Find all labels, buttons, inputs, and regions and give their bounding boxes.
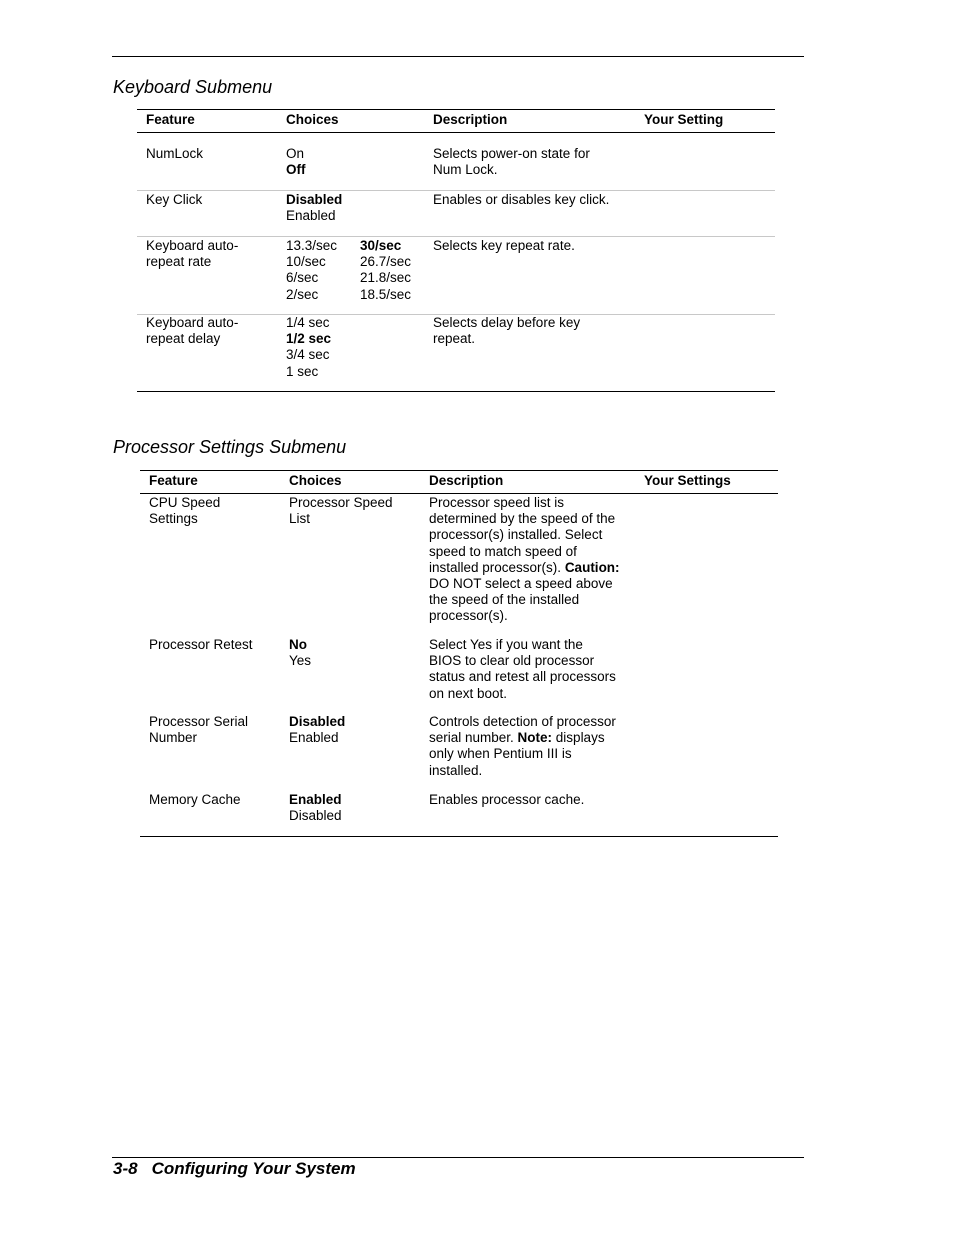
table-top-rule [137, 109, 775, 110]
table-row-processor-serial-choices [289, 714, 345, 746]
choice-option: 10/sec [286, 254, 326, 270]
description-line: Selects power-on state for [433, 146, 590, 161]
choice-option: 2/sec [286, 286, 319, 302]
col-header-your-setting: Your Setting [644, 112, 724, 127]
choice-option: List [289, 511, 311, 527]
table-row-repeat-rate-choices-b [360, 238, 411, 303]
table-row-numlock-description [433, 146, 590, 178]
feature-text: Settings [149, 511, 198, 527]
choice-option: 1 sec [286, 363, 319, 379]
feature-text: Number [149, 730, 198, 746]
table-row-cpu-speed-choices [289, 495, 393, 527]
description-line: on next boot. [429, 685, 508, 701]
description-text: installed processor(s). [429, 559, 565, 575]
table-row-processor-retest-feature [149, 637, 253, 653]
description-line: Selects key repeat rate. [433, 238, 575, 253]
chapter-title: Configuring Your System [151, 1159, 356, 1178]
description-line: Controls detection of processor [429, 714, 616, 729]
table-row-numlock-choices [286, 146, 306, 178]
choice-option-default: Enabled [289, 792, 342, 807]
feature-text: CPU Speed [149, 495, 221, 510]
feature-text: repeat delay [146, 331, 221, 347]
choice-option-default: 1/2 sec [286, 331, 332, 347]
table-row-processor-retest-choices [289, 637, 311, 669]
feature-text: Keyboard auto- [146, 238, 239, 253]
description-text: serial number. [429, 730, 518, 746]
table-bottom-rule [137, 391, 775, 392]
description-line: only when Pentium III is [429, 746, 572, 762]
choice-option: 26.7/sec [360, 254, 412, 270]
note-label: Note: [517, 730, 553, 746]
header-bottom-rule [137, 132, 775, 133]
table-row-repeat-rate-feature [146, 238, 238, 270]
caution-label: Caution: [564, 559, 620, 575]
description-line: Processor speed list is [429, 495, 565, 510]
col-header-feature: Feature [149, 473, 198, 488]
col-header-description: Description [429, 473, 504, 488]
choice-option-default: 30/sec [360, 238, 402, 253]
col-header-choices: Choices [286, 112, 339, 127]
choice-option: Yes [289, 653, 312, 669]
choice-option-default: Disabled [286, 192, 343, 207]
description-line: determined by the speed of the [429, 511, 616, 527]
description-line: processor(s) installed. Select [429, 527, 603, 543]
description-line: status and retest all processors [429, 669, 616, 685]
row-divider [137, 236, 775, 237]
table-row-repeat-delay-description [433, 315, 580, 347]
table-row-cpu-speed-feature [149, 495, 220, 527]
feature-text: Processor Serial [149, 714, 249, 729]
description-line [429, 730, 616, 746]
description-line: Selects delay before key [433, 315, 581, 330]
choice-option: 3/4 sec [286, 347, 330, 363]
description-text: displays [552, 730, 605, 746]
description-line: DO NOT select a speed above [429, 576, 613, 592]
feature-text: Key Click [146, 192, 203, 207]
header-rule [112, 56, 804, 57]
table-row-memory-cache-choices [289, 792, 342, 824]
table-row-processor-serial-description [429, 714, 616, 779]
table-row-repeat-rate-choices-a [286, 238, 337, 303]
table-row-keyclick-feature [146, 192, 202, 208]
table-bottom-rule [140, 836, 778, 837]
feature-text: NumLock [146, 146, 204, 161]
choice-option: 1/4 sec [286, 315, 330, 330]
feature-text: Memory Cache [149, 792, 241, 807]
col-header-your-settings: Your Settings [644, 473, 731, 488]
page-number: 3-8 [113, 1159, 138, 1178]
description-line: Enables processor cache. [429, 792, 585, 807]
description-line: speed to match speed of [429, 543, 577, 559]
description-line: Enables or disables key click. [433, 192, 610, 207]
table-row-numlock-feature [146, 146, 203, 162]
header-bottom-rule [140, 493, 778, 494]
choice-option: Enabled [286, 208, 336, 224]
description-line: BIOS to clear old processor [429, 653, 595, 669]
keyboard-submenu-title: Keyboard Submenu [113, 77, 273, 97]
feature-text: repeat rate [146, 254, 212, 270]
choice-option: Processor Speed [289, 495, 393, 510]
table-row-processor-retest-description [429, 637, 616, 702]
choice-option: Enabled [289, 730, 339, 746]
table-row-memory-cache-feature [149, 792, 241, 808]
table-row-repeat-delay-feature [146, 315, 238, 347]
choice-option: On [286, 146, 305, 161]
processor-submenu-title: Processor Settings Submenu [113, 437, 347, 457]
feature-text: Processor Retest [149, 637, 253, 652]
choice-option: 13.3/sec [286, 238, 338, 253]
row-divider [137, 190, 775, 191]
choice-option-default: Off [286, 162, 306, 178]
table-row-keyclick-description [433, 192, 609, 208]
choice-option: Disabled [289, 808, 342, 824]
description-line: processor(s). [429, 608, 508, 624]
footer-rule [112, 1157, 804, 1158]
description-line: Select Yes if you want the [429, 637, 583, 652]
feature-text: Keyboard auto- [146, 315, 239, 330]
choice-option-default: Disabled [289, 714, 346, 729]
choice-option: 6/sec [286, 270, 319, 286]
description-line [429, 560, 620, 576]
col-header-feature: Feature [146, 112, 195, 127]
description-line: installed. [429, 762, 483, 778]
table-row-memory-cache-description [429, 792, 584, 808]
table-row-cpu-speed-description [429, 495, 620, 625]
table-top-rule [140, 470, 778, 471]
description-line: repeat. [433, 331, 476, 347]
choice-option: 18.5/sec [360, 286, 412, 302]
table-row-keyclick-choices [286, 192, 342, 224]
table-row-repeat-rate-description [433, 238, 575, 254]
col-header-description: Description [433, 112, 508, 127]
page-footer [113, 1159, 356, 1179]
description-line: Num Lock. [433, 162, 498, 178]
table-row-processor-serial-feature [149, 714, 248, 746]
table-row-repeat-delay-choices [286, 315, 331, 380]
choice-option-default: No [289, 637, 307, 652]
choice-option: 21.8/sec [360, 270, 412, 286]
col-header-choices: Choices [289, 473, 342, 488]
description-line: the speed of the installed [429, 592, 580, 608]
